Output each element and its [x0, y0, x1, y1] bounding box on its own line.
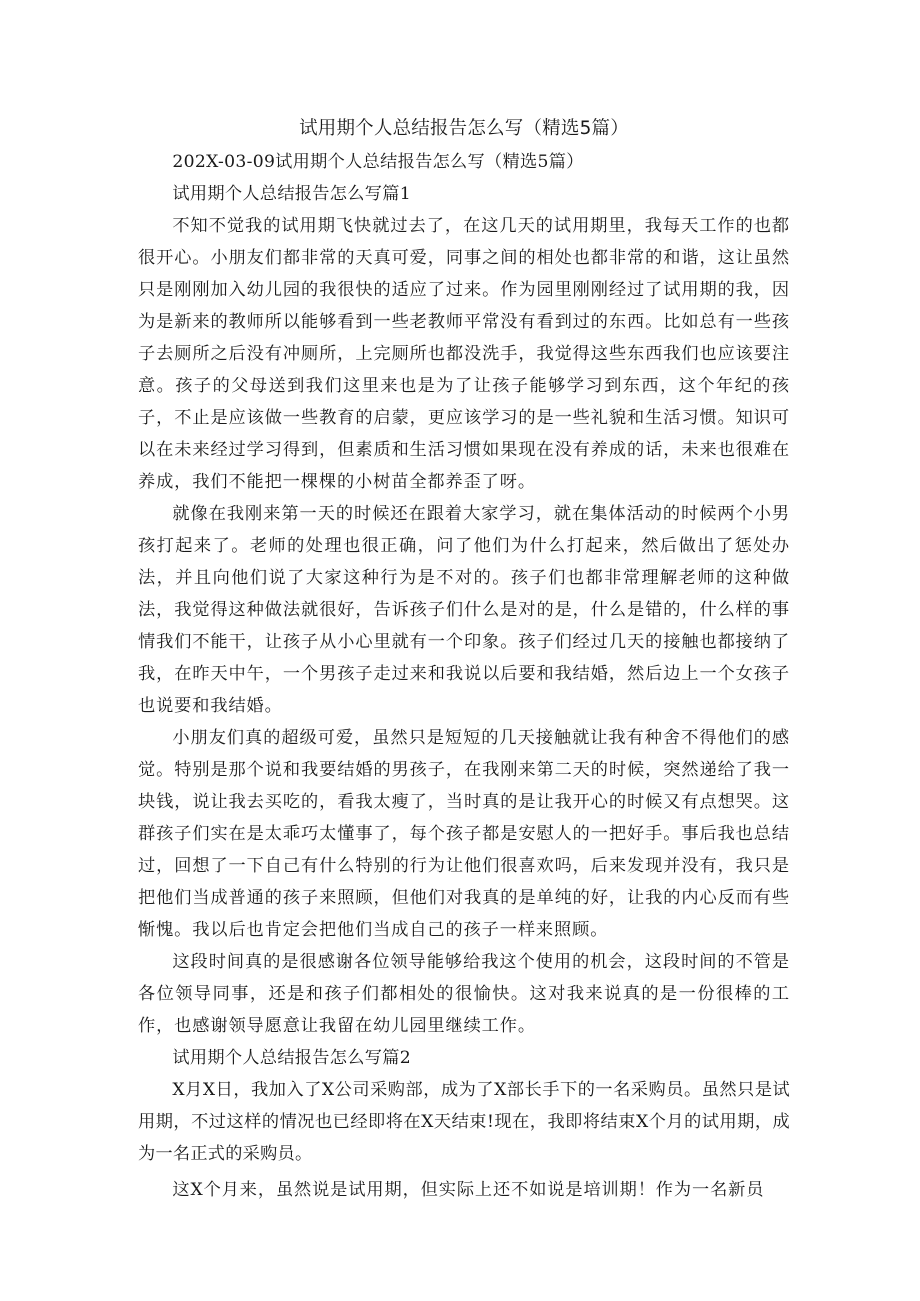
date-line: 202X-03-09试用期个人总结报告怎么写（精选5篇） — [172, 152, 584, 172]
section-heading-2: 试用期个人总结报告怎么写篇2 — [172, 1048, 411, 1068]
body-paragraph: 不知不觉我的试用期飞快就过去了，在这几天的试用期里，我每天工作的也都很开心。小朋友们都非常的天真可爱，同事之间的相处也都非常的和谐，这让虽然只是刚刚加入幼儿园的我很快的适应了过来。作为园里刚刚经过了试用期的我，因为是新来的教师所以能够看到一些老教师平常没有看到过的东西。比如总有一些孩子去厕所之后没有冲厕所，上完厕所也都没洗手，我觉得这些东西我们也应该要注意。孩子的父母送到我们这里来也是为了让孩子能够学习到东西，这个年纪的孩子，不止是应该做一些教育的启蒙，更应该学习的是一些礼貌和生活习惯。知识可以在未来经过学习得到，但素质和生活习惯如果现在没有养成的话，未来也很难在养成，我们不能把一棵棵的小树苗全都养歪了呀。 — [138, 216, 790, 492]
body-paragraph: 这X个月来，虽然说是试用期，但实际上还不如说是培训期！作为一名新员 — [172, 1180, 765, 1200]
document-title: 试用期个人总结报告怎么写（精选5篇） — [299, 118, 629, 139]
document-page — [138, 112, 790, 1206]
body-paragraph: X月X日，我加入了X公司采购部，成为了X部长手下的一名采购员。虽然只是试用期，不过这样的情况也已经即将在X天结束!现在，我即将结束X个月的试用期，成为一名正式的采购员。 — [138, 1080, 790, 1164]
body-paragraph: 就像在我刚来第一天的时候还在跟着大家学习，就在集体活动的时候两个小男孩打起来了。老师的处理也很正确，问了他们为什么打起来，然后做出了惩处办法，并且向他们说了大家这种行为是不对的。孩子们也都非常理解老师的这种做法，我觉得这种做法就很好，告诉孩子们什么是对的是，什么是错的，什么样的事情我们不能干，让孩子从小心里就有一个印象。孩子们经过几天的接触也都接纳了我，在昨天中午，一个男孩子走过来和我说以后要和我结婚，然后边上一个女孩子也说要和我结婚。 — [138, 504, 790, 716]
section-heading-1: 试用期个人总结报告怎么写篇1 — [172, 184, 411, 204]
body-paragraph: 这段时间真的是很感谢各位领导能够给我这个使用的机会，这段时间的不管是各位领导同事，还是和孩子们都相处的很愉快。这对我来说真的是一份很棒的工作，也感谢领导愿意让我留在幼儿园里继续工作。 — [138, 952, 790, 1036]
body-paragraph: 小朋友们真的超级可爱，虽然只是短短的几天接触就让我有种舍不得他们的感觉。特别是那个说和我要结婚的男孩子，在我刚来第二天的时候，突然递给了我一块钱，说让我去买吃的，看我太瘦了，当时真的是让我开心的时候又有点想哭。这群孩子们实在是太乖巧太懂事了，每个孩子都是安慰人的一把好手。事后我也总结过，回想了一下自己有什么特别的行为让他们很喜欢吗，后来发现并没有，我只是把他们当成普通的孩子来照顾，但他们对我真的是单纯的好，让我的内心反而有些惭愧。我以后也肯定会把他们当成自己的孩子一样来照顾。 — [138, 728, 790, 940]
